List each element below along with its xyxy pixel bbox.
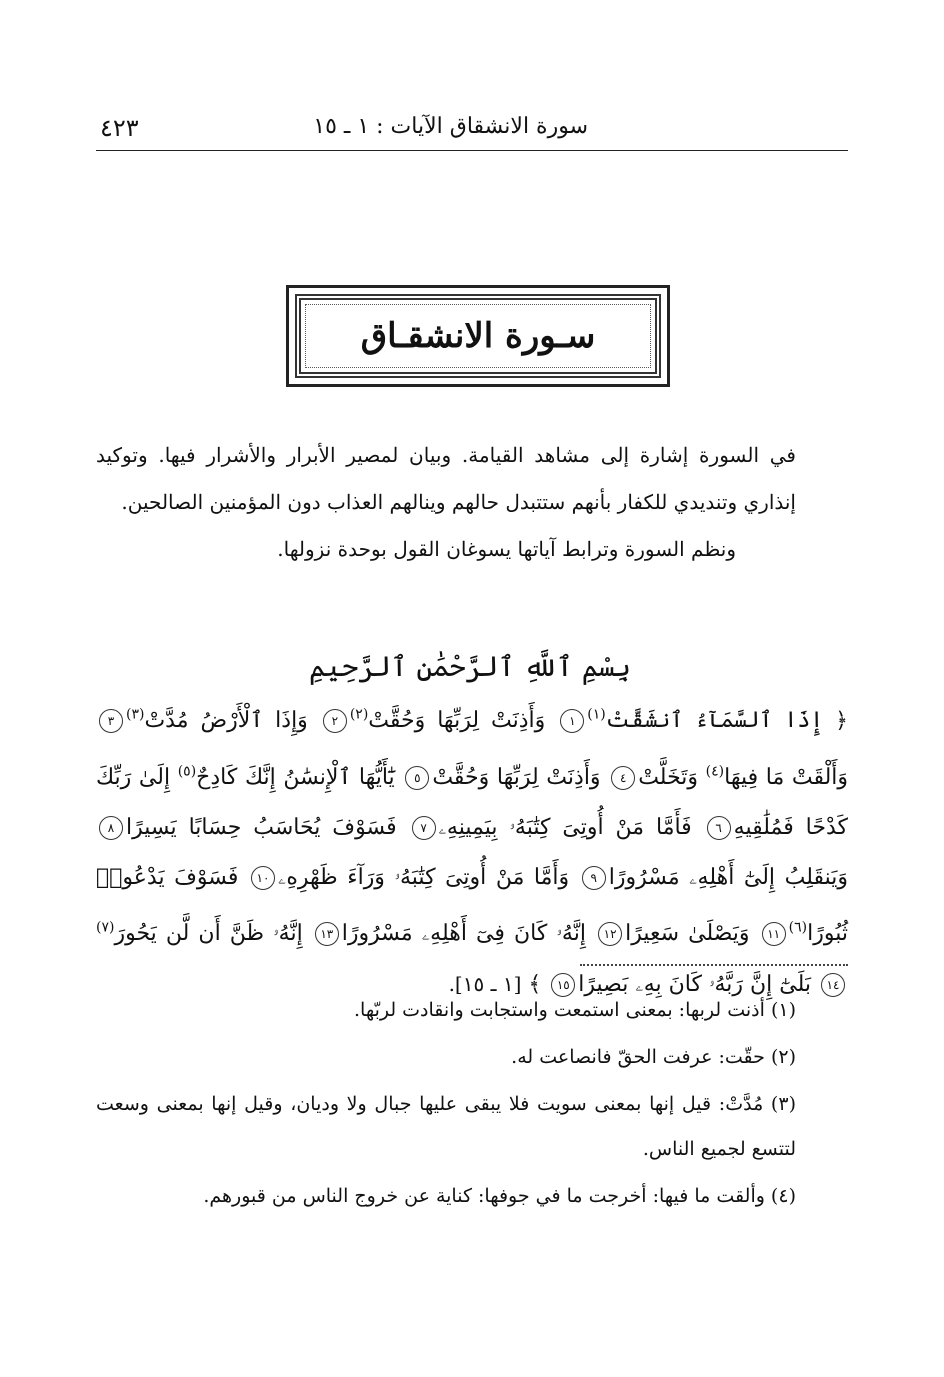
ayah-number-marker: ٤ xyxy=(611,766,635,790)
footnote-ref: (٣) xyxy=(126,707,145,723)
footnote: (٢) حقّت: عرفت الحقّ فانصاعت له. xyxy=(511,1046,796,1068)
ayah-number-marker: ١٣ xyxy=(315,922,339,946)
verse-text: وَأَذِنَتْ لِرَبِّهَا وَحُقَّتْ xyxy=(432,764,601,790)
quran-verses xyxy=(96,690,848,1010)
footnote: (٤) وألقت ما فيها: أخرجت ما في جوفها: كناية عن خروج الناس من قبورهم. xyxy=(203,1185,796,1207)
page-header xyxy=(96,108,848,152)
ayah-number-marker: ٨ xyxy=(99,816,123,840)
ayah-number-marker: ٦ xyxy=(707,816,731,840)
verse-text: فَأَمَّا مَنْ أُوتِىَ كِتَٰبَهُۥ بِيَمِينِهِۦ xyxy=(438,814,692,840)
footnotes xyxy=(96,988,796,1221)
verse-text: إِنَّهُۥ ظَنَّ أَن لَّن يَحُورَ xyxy=(114,920,303,946)
verse-text: وَأَذِنَتْ لِرَبِّهَا وَحُقَّتْ xyxy=(368,708,546,734)
header-rule xyxy=(96,150,848,151)
ayah-number-marker: ١ xyxy=(560,709,584,733)
ayah-number-marker: ١٠ xyxy=(251,866,275,890)
ayah-number-marker: ١٥ xyxy=(551,973,575,997)
footnote-ref: (٥) xyxy=(177,763,197,780)
surah-title: سـورة الانشقـاق xyxy=(360,316,596,356)
footnote-separator xyxy=(580,964,848,966)
verse-text: وَتَخَلَّتْ xyxy=(638,764,699,790)
footnote-ref: (١) xyxy=(587,707,606,723)
running-title: سورة الانشقاق الآيات : ١ ـ ١٥ xyxy=(313,114,588,139)
ayah-number-marker: ٣ xyxy=(99,709,123,733)
verse-text: وَأَلْقَتْ مَا فِيهَا xyxy=(724,764,849,790)
intro-paragraph: في السورة إشارة إلى مشاهد القيامة. وبيان لمصير الأبرار والأشرار فيها. وتوكيد إنذاري وتنديدي للكفار بأنهم ستتبدل حالهم وينالهم العذاب دون المؤمنين الصالحين. xyxy=(96,443,796,514)
verse-text: وَيَنقَلِبُ إِلَىٰٓ أَهْلِهِۦ مَسْرُورًا xyxy=(608,864,848,890)
verse-text: إِذَا ٱلسَّمَآءُ ٱنشَقَّتْ xyxy=(605,708,824,734)
ayah-number-marker: ٢ xyxy=(323,709,347,733)
intro-text xyxy=(96,432,796,573)
ayah-number-marker: ٥ xyxy=(405,766,429,790)
verse-text: فَسَوْفَ يُحَاسَبُ حِسَابًا يَسِيرًا xyxy=(126,814,397,840)
page-number: ٤٢٣ xyxy=(100,114,139,142)
footnote-ref: (٦) xyxy=(788,919,808,936)
ayah-number-marker: ١١ xyxy=(762,922,786,946)
ayah-number-marker: ٧ xyxy=(412,816,436,840)
verse-text: وَيَصْلَىٰ سَعِيرًا xyxy=(625,920,750,946)
verse-text: وَأَمَّا مَنْ أُوتِىَ كِتَٰبَهُۥ وَرَآءَ ظَهْرِهِۦ xyxy=(278,864,570,890)
ornate-bracket-close: ﴾ xyxy=(528,971,542,997)
footnote: (١) أذنت لربها: بمعنى استمعت واستجابت وانقادت لربّها. xyxy=(353,999,796,1021)
verse-text: يَٰٓأَيُّهَا ٱلْإِنسَٰنُ إِنَّكَ كَادِحٌ xyxy=(196,764,395,790)
verse-range: [١ ـ ١٥]. xyxy=(448,971,522,996)
verse-text: فَسَوْفَ يَدْعُوا۟ ثُبُورًا xyxy=(96,864,849,946)
verse-text: إِلَىٰ رَبِّكَ كَدْحًا فَمُلَٰقِيهِ xyxy=(96,764,849,840)
footnote-ref: (٢) xyxy=(349,707,369,723)
intro-paragraph: ونظم السورة وترابط آياتها يسوغان القول بوحدة نزولها. xyxy=(277,537,736,561)
ornate-bracket-open: ﴿ xyxy=(835,708,848,734)
ayah-number-marker: ٩ xyxy=(582,866,606,890)
footnote: (٣) مُدَّتْ: قيل إنها بمعنى سويت فلا يبقى عليها جبال ولا وديان، وقيل إنها بمعنى وسعت لتتسع لجميع الناس. xyxy=(96,1093,796,1160)
verse-text: إِنَّهُۥ كَانَ فِىٓ أَهْلِهِۦ مَسْرُورًا xyxy=(341,920,586,946)
footnote-ref: (٧) xyxy=(96,919,115,936)
verse-text: بَلَىٰٓ إِنَّ رَبَّهُۥ كَانَ بِهِۦ بَصِيرًا xyxy=(578,971,811,997)
verse-text: وَإِذَا ٱلْأَرْضُ مُدَّتْ xyxy=(144,708,308,734)
surah-title-ornament xyxy=(295,294,661,378)
verse-list xyxy=(96,708,848,997)
basmala: بِسْمِ ٱللَّهِ ٱلرَّحْمَٰنِ ٱلرَّحِيمِ xyxy=(308,650,631,683)
ayah-number-marker: ١٢ xyxy=(598,922,622,946)
surah-title-frame xyxy=(286,285,670,387)
ayah-number-marker: ١٤ xyxy=(821,973,845,997)
footnote-ref: (٤) xyxy=(705,763,725,780)
